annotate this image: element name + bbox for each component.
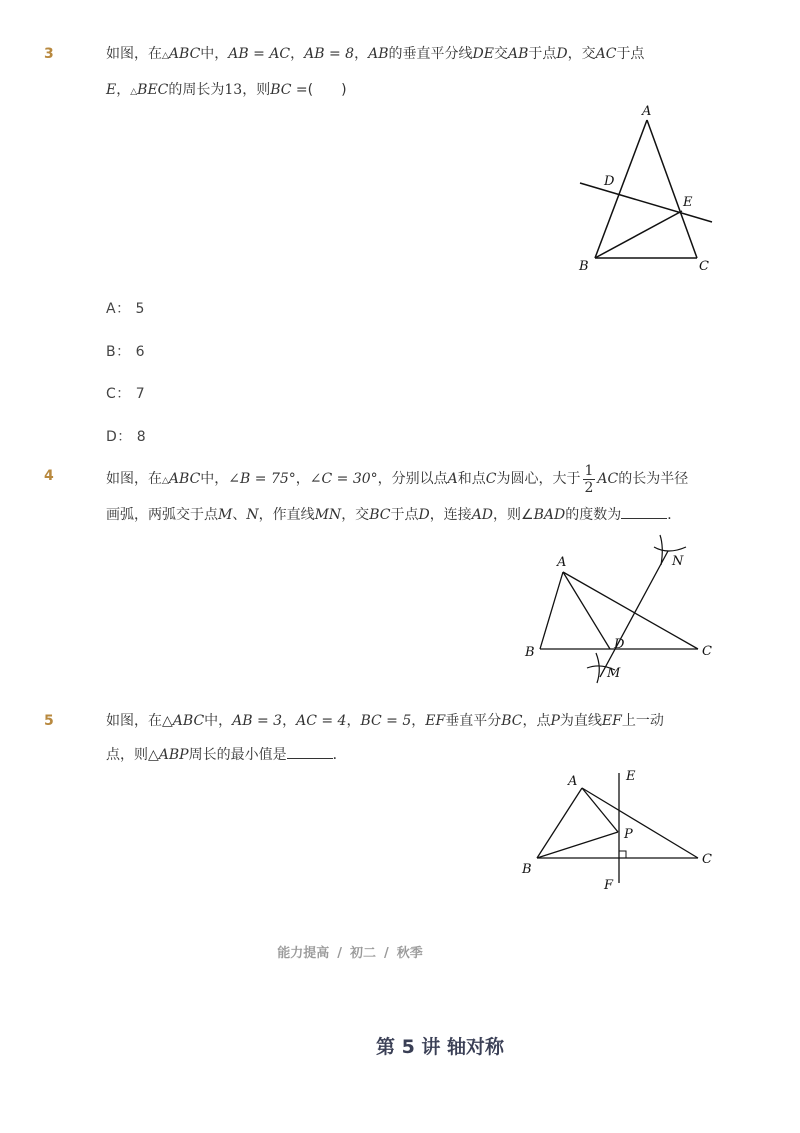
segment-bp <box>537 832 618 858</box>
label-c: C <box>702 644 712 659</box>
answer-blank-q4[interactable] <box>621 504 667 519</box>
segment-be <box>595 211 682 258</box>
label-c: C <box>702 852 712 867</box>
option-b[interactable]: B： 6 <box>106 344 145 360</box>
right-angle-marker <box>619 851 626 858</box>
segment-ab <box>537 788 582 858</box>
segment-ac <box>563 572 698 649</box>
question-4-text: 如图，在△ABC中，∠B = 75°，∠C = 30°，分别以点A和点C为圆心，大于 $\frac{1}{2}$ AC的长为半径 画弧，两弧交于点M、N，作直线MN，交BC于点D，连接AD，则∠BAD的度数为 ． <box>106 462 689 523</box>
line-mn <box>600 551 668 677</box>
label-m: M <box>607 666 621 681</box>
label-e: E <box>626 769 636 784</box>
answer-blank-q5[interactable] <box>287 744 333 759</box>
segment-ac <box>647 120 697 258</box>
label-d: D <box>604 174 615 189</box>
figure-q4 <box>520 525 720 690</box>
arc-m-2 <box>596 653 599 683</box>
label-d: D <box>614 637 625 652</box>
arc-n-1 <box>654 547 686 551</box>
label-p: P <box>624 827 633 842</box>
option-a[interactable]: A： 5 <box>106 301 145 317</box>
segment-ac <box>582 788 698 858</box>
chapter-title: 第 5 讲 轴对称 <box>375 1036 505 1058</box>
label-e: E <box>683 195 693 210</box>
segment-ad <box>563 572 610 649</box>
figure-q5 <box>515 765 720 895</box>
label-b: B <box>579 259 589 274</box>
segment-ap <box>582 788 618 832</box>
label-a: A <box>568 774 578 789</box>
option-c[interactable]: C： 7 <box>106 386 146 402</box>
question-5-text: 如图，在△ABC中，AB = 3，AC = 4，BC = 5，EF垂直平分BC，点P为直线EF上一动 点，则△ABP周长的最小值是 ． <box>106 713 664 763</box>
question-3-text: 如图，在△ABC中，AB = AC，AB = 8，AB的垂直平分线DE交AB于点D，交AC于点 E，△BEC的周长为13，则BC =( ) <box>106 46 645 98</box>
question-number-3: 3 <box>44 46 54 62</box>
question-number-4: 4 <box>44 468 54 484</box>
label-b: B <box>522 862 532 877</box>
label-a: A <box>642 104 652 119</box>
fraction-one-half: $\frac{1}{2}$ <box>584 462 594 496</box>
option-d[interactable]: D： 8 <box>106 429 147 445</box>
label-b: B <box>525 645 535 660</box>
label-n: N <box>672 554 684 569</box>
label-a: A <box>557 555 567 570</box>
question-number-5: 5 <box>44 713 54 729</box>
figure-q3 <box>570 100 720 280</box>
label-f: F <box>604 878 614 893</box>
page-footer: 能力提高 / 初二 / 秋季 <box>277 946 423 961</box>
label-c: C <box>699 259 709 274</box>
segment-ab <box>540 572 563 649</box>
